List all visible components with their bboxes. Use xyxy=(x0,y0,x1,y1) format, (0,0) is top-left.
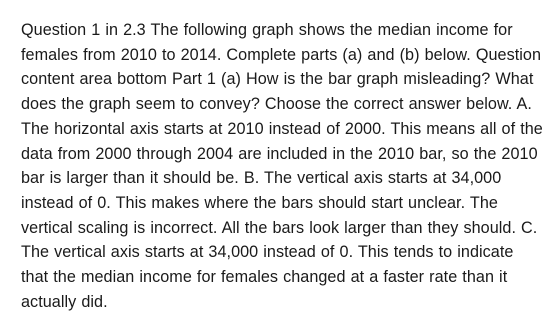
question-text: Question 1 in 2.3 The following graph shows the median income for females from 2010 to 2014. Complete parts (a) and (b) below. Question content area bottom Part 1 (a) How is the bar graph misleading? What does the graph seem to convey? Choose the correct answer below. A. The horizontal axis starts at 2010 instead of 2000. This means all of the data from 2000 through 2004 are included in the 2010 bar, so the 2010 bar is larger than it should be. B. The vertical axis starts at 34,000 instead of 0. This makes where the bars should start unclear. The vertical scaling is incorrect. All the bars look larger than they should. C. The vertical axis starts at 34,000 instead of 0. This tends to indicate that the median income for females changed at a faster rate than it actually did. xyxy=(21,21,543,311)
